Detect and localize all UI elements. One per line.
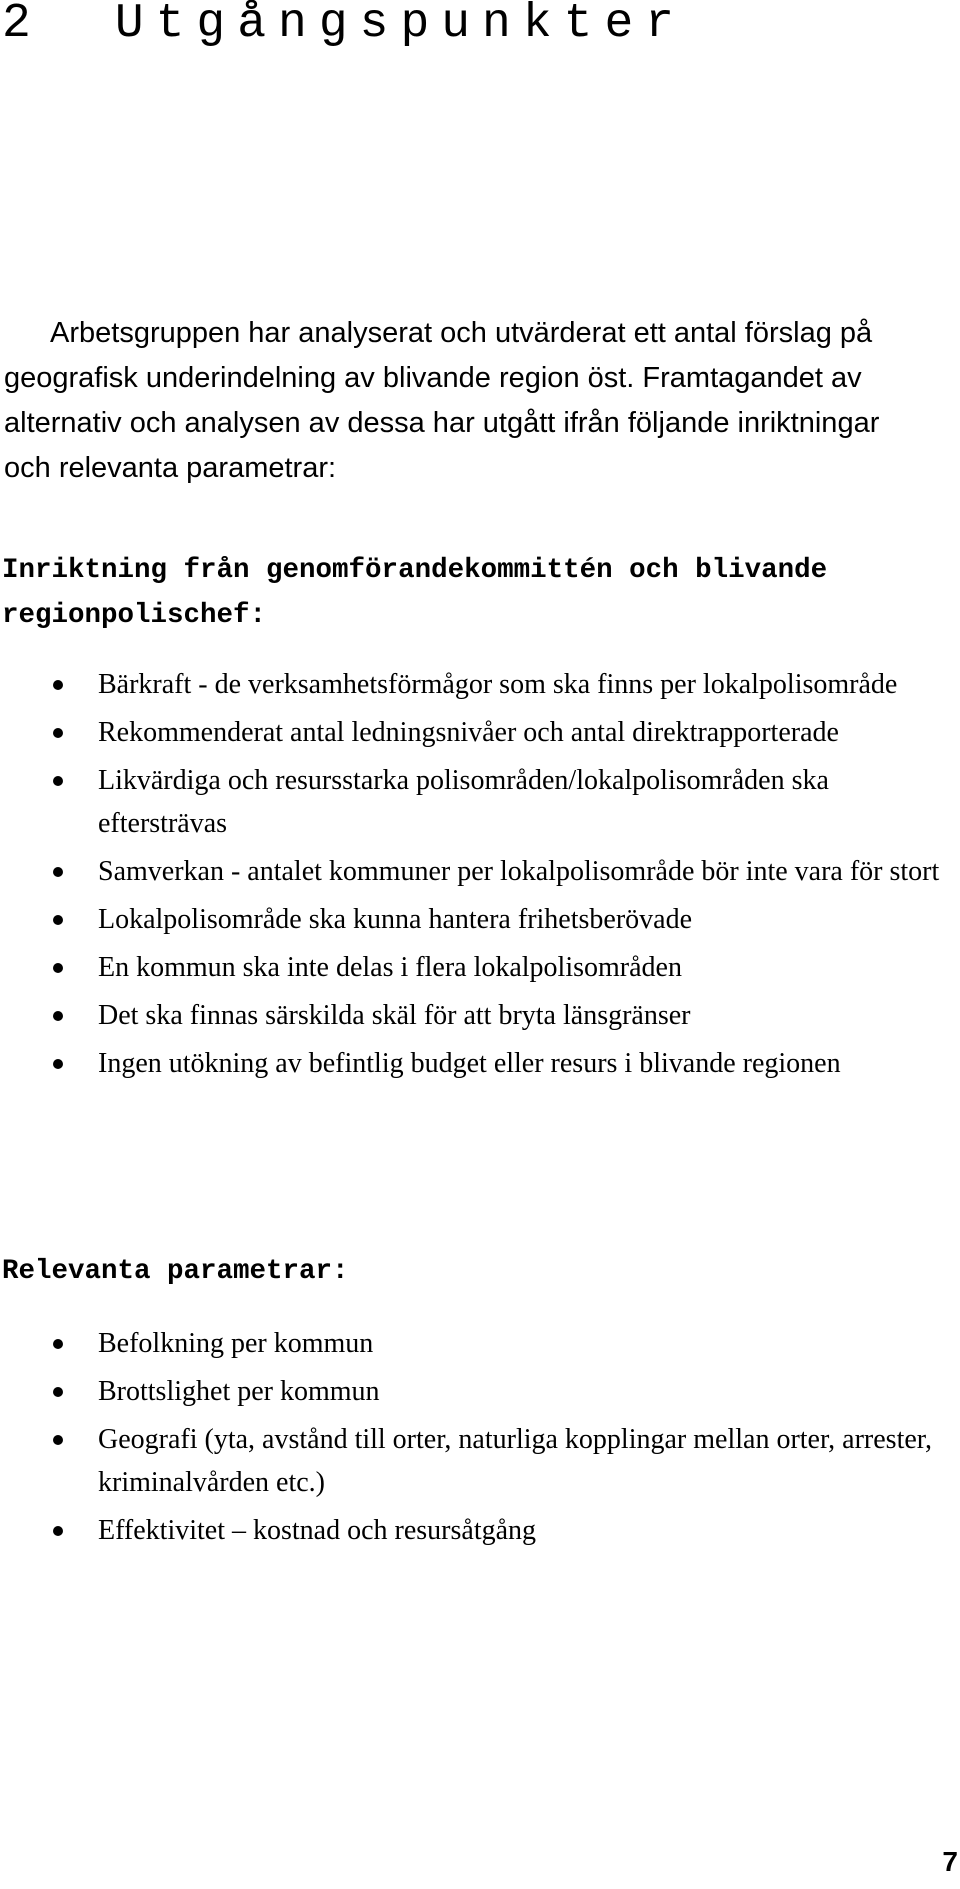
list-item xyxy=(0,946,945,989)
list-item xyxy=(0,663,945,706)
chapter-title-text: Utgångspunkter xyxy=(114,0,687,51)
list-item xyxy=(0,850,945,893)
list-item xyxy=(0,1322,945,1365)
bullet-icon xyxy=(53,1435,63,1445)
bullet-icon xyxy=(53,1059,63,1069)
bullet-icon xyxy=(53,1387,63,1397)
list-item-text: Samverkan - antalet kommuner per lokalpolisområde bör inte vara för stort xyxy=(98,856,940,887)
section-heading-inriktning: Inriktning från genomförandekommittén och blivande regionpolischef: xyxy=(2,555,828,631)
parametrar-list xyxy=(0,1322,945,1557)
list-item xyxy=(0,1370,945,1413)
page-number: 7 xyxy=(942,1846,958,1877)
list-item-text: Effektivitet – kostnad och resursåtgång xyxy=(98,1515,537,1546)
list-item-text: Befolkning per kommun xyxy=(98,1328,374,1359)
bullet-icon xyxy=(53,1339,63,1349)
inriktning-list xyxy=(0,663,945,1090)
list-item xyxy=(0,1418,945,1504)
chapter-title xyxy=(2,0,687,51)
list-item xyxy=(0,1509,945,1552)
bullet-icon xyxy=(53,728,63,738)
list-item-text: En kommun ska inte delas i flera lokalpolisområden xyxy=(98,952,682,983)
list-item-text: Rekommenderat antal ledningsnivåer och antal direktrapporterade xyxy=(98,717,839,748)
section-heading-parametrar: Relevanta parametrar: xyxy=(2,1256,349,1287)
bullet-icon xyxy=(53,776,63,786)
chapter-number: 2 xyxy=(2,0,43,51)
list-item xyxy=(0,898,945,941)
list-item xyxy=(0,759,945,845)
bullet-icon xyxy=(53,1011,63,1021)
list-item-text: Brottslighet per kommun xyxy=(98,1376,380,1407)
list-item-text: Lokalpolisområde ska kunna hantera frihetsberövade xyxy=(98,904,693,935)
list-item xyxy=(0,994,945,1037)
list-item-text: Det ska finnas särskilda skäl för att bryta länsgränser xyxy=(98,1000,691,1031)
bullet-icon xyxy=(53,867,63,877)
list-item-text: Bärkraft - de verksamhetsförmågor som ska finns per lokalpolisområde xyxy=(98,669,898,700)
intro-paragraph: Arbetsgruppen har analyserat och utvärderat ett antal förslag på geografisk underindelning av blivande region öst. Framtagandet av alternativ och analysen av dessa har utgått ifrån följande inriktningar och relevanta parametrar: xyxy=(4,317,880,484)
list-item-text: Geografi (yta, avstånd till orter, naturliga kopplingar mellan orter, arrester, kriminalvården etc.) xyxy=(98,1424,932,1498)
bullet-icon xyxy=(53,1526,63,1536)
bullet-icon xyxy=(53,915,63,925)
list-item xyxy=(0,1042,945,1085)
list-item-text: Likvärdiga och resursstarka polisområden/lokalpolisområden ska eftersträvas xyxy=(98,765,829,839)
bullet-icon xyxy=(53,963,63,973)
list-item-text: Ingen utökning av befintlig budget eller resurs i blivande regionen xyxy=(98,1048,841,1079)
list-item xyxy=(0,711,945,754)
bullet-icon xyxy=(53,680,63,690)
